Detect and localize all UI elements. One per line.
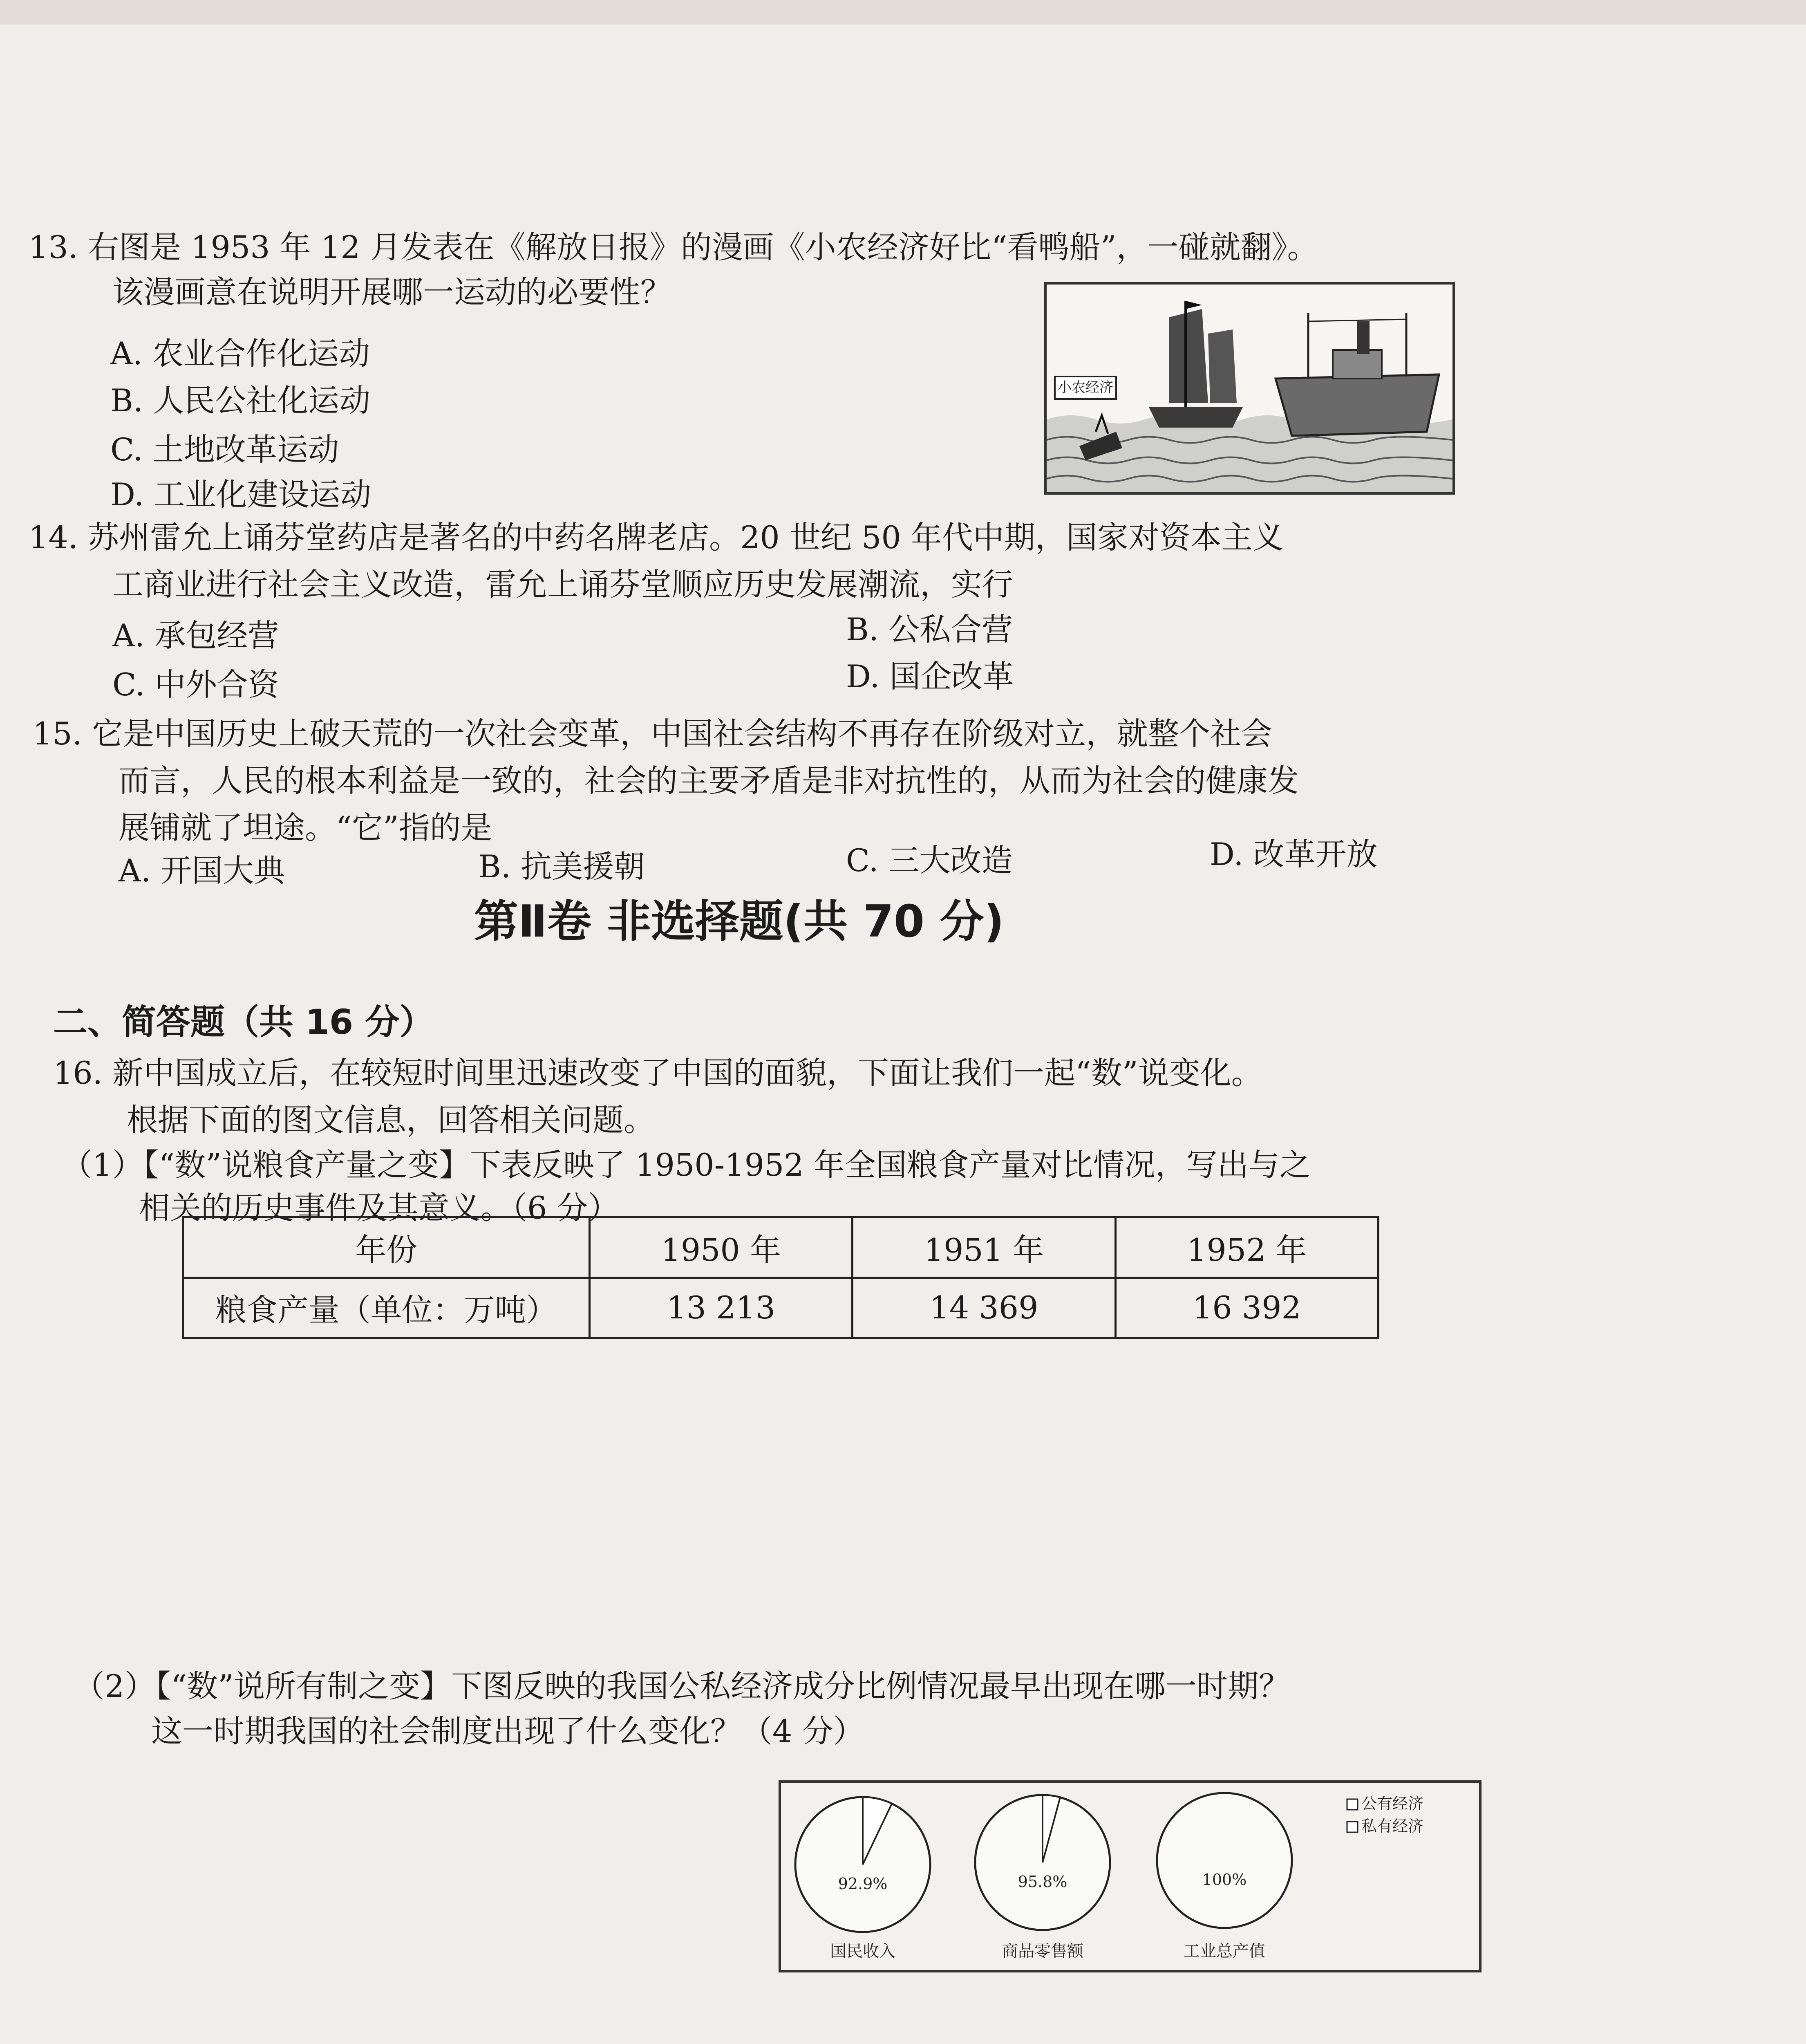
- table-row: [183, 1278, 1379, 1338]
- pie-category-label: 国民收入: [830, 1942, 895, 1961]
- q16-stem-line2: 根据下面的图文信息，回答相关问题。: [127, 1102, 655, 1138]
- table-cell: 13 213: [590, 1278, 853, 1338]
- table-header-cell: 1950 年: [590, 1217, 853, 1278]
- q14-stem-line1: 14. 苏州雷允上诵芬堂药店是著名的中药名牌老店。20 世纪 50 年代中期，国家对资本主义: [29, 519, 1284, 556]
- q16-part1-line2: 相关的历史事件及其意义。（6 分）: [139, 1190, 619, 1226]
- q15-option-b: B. 抗美援朝: [478, 848, 645, 885]
- table-cell: 16 392: [1115, 1278, 1378, 1338]
- table-header-cell: 1951 年: [853, 1217, 1115, 1278]
- legend: [1347, 1795, 1423, 1835]
- q13-option-b: B. 人民公社化运动: [110, 382, 371, 419]
- q13-stem-line2: 该漫画意在说明开展哪一运动的必要性？: [112, 274, 671, 310]
- boats-cartoon-illustration: [1047, 285, 1452, 492]
- table-cell: 粮食产量（单位：万吨）: [183, 1278, 590, 1338]
- table-header-cell: 1952 年: [1115, 1217, 1378, 1278]
- grain-output-table: [182, 1216, 1379, 1339]
- legend-label-public: 公有经济: [1361, 1795, 1424, 1813]
- legend-swatch-public: [1347, 1799, 1358, 1810]
- q13-option-c: C. 土地改革运动: [110, 431, 339, 468]
- q14-option-c: C. 中外合资: [112, 666, 279, 703]
- pie-value-label: 100%: [1202, 1871, 1247, 1889]
- pie-circle: [1157, 1793, 1292, 1928]
- pie-charts-svg: [781, 1783, 1479, 1970]
- q14-option-b: B. 公私合营: [846, 611, 1013, 648]
- pie-category-label: 工业总产值: [1184, 1942, 1265, 1961]
- page-top-edge: [0, 0, 1806, 25]
- q14-option-d: D. 国企改革: [846, 658, 1014, 695]
- pie-value-label: 92.9%: [838, 1875, 888, 1893]
- q13-stem-line1: 13. 右图是 1953 年 12 月发表在《解放日报》的漫画《小农经济好比“看鸭船”，一碰就翻》。: [29, 229, 1318, 265]
- table-header-cell: 年份: [183, 1217, 590, 1278]
- ownership-pie-charts: [779, 1780, 1482, 1972]
- q13-cartoon-image: [1044, 282, 1455, 495]
- table-cell: 14 369: [853, 1278, 1115, 1338]
- q16-part1-line1: （1）【“数”说粮食产量之变】下表反映了 1950-1952 年全国粮食产量对比情况，写出与之: [61, 1147, 1311, 1183]
- q15-stem-line2: 而言，人民的根本利益是一致的，社会的主要矛盾是非对抗性的，从而为社会的健康发: [119, 762, 1299, 799]
- pie-category-label: 商品零售额: [1002, 1942, 1083, 1961]
- q14-option-a: A. 承包经营: [112, 617, 279, 654]
- q13-option-a: A. 农业合作化运动: [110, 335, 370, 372]
- cartoon-label: 小农经济: [1058, 379, 1113, 396]
- q16-stem-line1: 16. 新中国成立后，在较短时间里迅速改变了中国的面貌，下面让我们一起“数”说变化。: [53, 1055, 1262, 1091]
- short-answer-heading: 二、简答题（共 16 分）: [53, 1002, 434, 1042]
- q15-stem-line3: 展铺就了坦途。“它”指的是: [119, 809, 492, 846]
- pie-value-label: 95.8%: [1018, 1873, 1067, 1891]
- q13-option-d: D. 工业化建设运动: [110, 476, 371, 513]
- q15-stem-line1: 15. 它是中国历史上破天荒的一次社会变革，中国社会结构不再存在阶级对立，就整个社会: [33, 715, 1273, 752]
- q14-stem-line2: 工商业进行社会主义改造，雷允上诵芬堂顺应历史发展潮流，实行: [112, 566, 1013, 603]
- legend-swatch-private: [1347, 1822, 1358, 1832]
- q16-part2-line2: 这一时期我国的社会制度出现了什么变化？（4 分）: [151, 1713, 864, 1749]
- q15-option-c: C. 三大改造: [846, 842, 1013, 879]
- q15-option-d: D. 改革开放: [1210, 836, 1378, 872]
- section-title: 第Ⅱ卷 非选择题(共 70 分): [474, 896, 1004, 947]
- q15-option-a: A. 开国大典: [119, 852, 285, 889]
- legend-label-private: 私有经济: [1361, 1817, 1424, 1835]
- q16-part2-line1: （2）【“数”说所有制之变】下图反映的我国公私经济成分比例情况最早出现在哪一时期？: [74, 1668, 1290, 1704]
- table-header-row: [183, 1217, 1379, 1278]
